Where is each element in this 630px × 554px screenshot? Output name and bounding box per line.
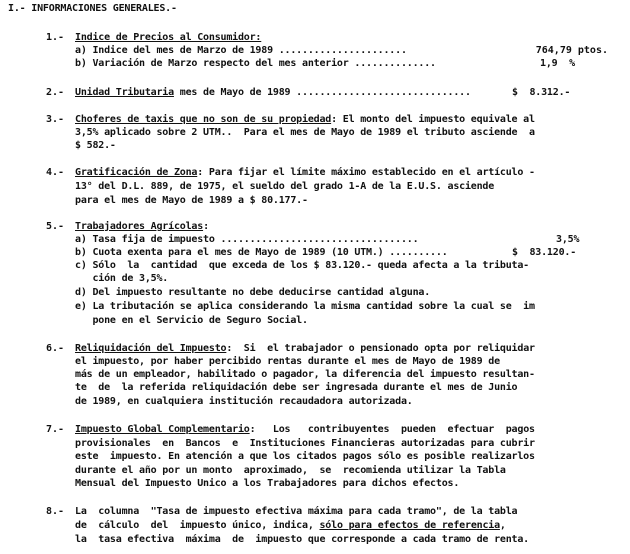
section-5-number: 5.- (46, 221, 65, 232)
section-3-text-1: : El monto del impuesto equivale al (331, 114, 535, 125)
section-5-item-c-1: c) Sólo la cantidad que exceda de los $ 83.120.- queda afecta a la tributa- (75, 260, 529, 271)
section-8-text-2: de cálculo del impuesto único, indica, (75, 520, 314, 531)
section-1-item-a: a) Indice del mes de Marzo de 1989 ...................... (75, 45, 407, 56)
section-5-line-title (75, 221, 209, 233)
section-7-line-2: provisionales en Bancos e Instituciones Financieras autorizadas para cubrir (75, 438, 535, 449)
section-7-line-1 (75, 424, 535, 436)
section-5-item-b-value: $ 83.120.- (512, 247, 577, 258)
section-4-number: 4.- (46, 167, 65, 178)
section-5-item-e-2: pone en el Servicio de Seguro Social. (75, 315, 308, 326)
section-2-line (75, 87, 471, 99)
section-1-title: Indice de Precios al Consumidor: (75, 32, 262, 43)
section-6-line-5: de 1989, en cualquiera institución recaudadora autorizada. (75, 396, 413, 407)
section-4-text-1: : Para fijar el límite máximo establecido en el artículo - (197, 167, 535, 178)
section-6-title: Reliquidación del Impuesto (75, 343, 227, 354)
section-5-item-a: a) Tasa fija de impuesto .................................. (75, 234, 419, 245)
section-5-item-b: b) Cuota exenta para el mes de Mayo de 1989 (10 UTM.) .......... (75, 247, 448, 258)
section-6-line-1 (75, 343, 535, 355)
section-3-line-1 (75, 114, 535, 126)
section-5-item-e-1: e) La tributación se aplica considerando la misma cantidad sobre la cual se im (75, 301, 535, 312)
section-6-number: 6.- (46, 343, 65, 354)
section-5-item-a-value: 3,5% (556, 234, 580, 245)
section-4-line-1 (75, 167, 535, 179)
section-7-line-3: este impuesto. En atención a que los citados pagos sólo es posible realizarlos (75, 451, 535, 462)
section-1-item-b: b) Variación de Marzo respecto del mes anterior .............. (75, 58, 436, 69)
section-8-comma: , (499, 520, 506, 531)
section-1-item-a-value: 764,79 ptos. (535, 45, 608, 56)
section-2-value: $ 8.312.- (512, 87, 571, 98)
section-4-line-3: para el mes de Mayo de 1989 a $ 80.177.- (75, 195, 308, 206)
section-7-line-4: durante el año por un monto aproximado, se recomienda utilizar la Tabla (75, 465, 506, 476)
section-3-line-2: 3,5% aplicado sobre 2 UTM.. Para el mes de Mayo de 1989 el tributo asciende a (75, 127, 535, 138)
section-8-line-3: la tasa efectiva máxima de impuesto que corresponde a cada tramo de renta. (75, 534, 529, 545)
section-5-colon: : (203, 221, 209, 232)
section-6-line-2: el impuesto, por haber percibido rentas durante el mes de Mayo de 1989 de (75, 356, 500, 367)
section-3-line-3: $ 582.- (75, 140, 116, 151)
section-7-number: 7.- (46, 424, 65, 435)
section-3-number: 3.- (46, 114, 65, 125)
section-8-emphasis: sólo para efectos de referencia (319, 520, 500, 531)
section-8-line-2 (75, 520, 506, 532)
section-7-text-1: : Los contribuyentes pueden efectuar pagos (249, 424, 535, 435)
section-8-line-1: La columna "Tasa de impuesto efectiva máxima para cada tramo", de la tabla (75, 506, 518, 517)
section-5-item-d: d) Del impuesto resultante no debe deducirse cantidad alguna. (75, 287, 431, 298)
section-2-text: mes de Mayo de 1989 .............................. (173, 87, 471, 98)
section-1-number: 1.- (46, 32, 65, 43)
section-3-title: Choferes de taxis que no son de su propiedad (75, 114, 332, 125)
section-4-title: Gratificación de Zona (75, 167, 198, 178)
section-6-line-4: te de la referida reliquidación debe ser ingresada durante el mes de Junio (75, 382, 518, 393)
document-heading: I.- INFORMACIONES GENERALES.- (8, 3, 177, 14)
section-7-line-5: Mensual del Impuesto Unico a los Trabajadores para dichos efectos. (75, 478, 460, 489)
section-6-line-3: más de un empleador, habilitado o pagador, la diferencia del impuesto resultan- (75, 369, 535, 380)
section-8-number: 8.- (46, 506, 65, 517)
section-4-line-2: 13° del D.L. 889, de 1975, el sueldo del grado 1-A de la E.U.S. asciende (75, 181, 495, 192)
section-2-number: 2.- (46, 87, 65, 98)
section-5-title: Trabajadores Agrícolas (75, 221, 204, 232)
section-1-item-b-value: 1,9 % (540, 58, 575, 69)
section-5-item-c-2: ción de 3,5%. (75, 273, 169, 284)
section-7-title: Impuesto Global Complementario (75, 424, 250, 435)
section-6-text-1: : Si el trabajador o pensionado opta por reliquidar (226, 343, 535, 354)
section-2-title: Unidad Tributaria (75, 87, 174, 98)
